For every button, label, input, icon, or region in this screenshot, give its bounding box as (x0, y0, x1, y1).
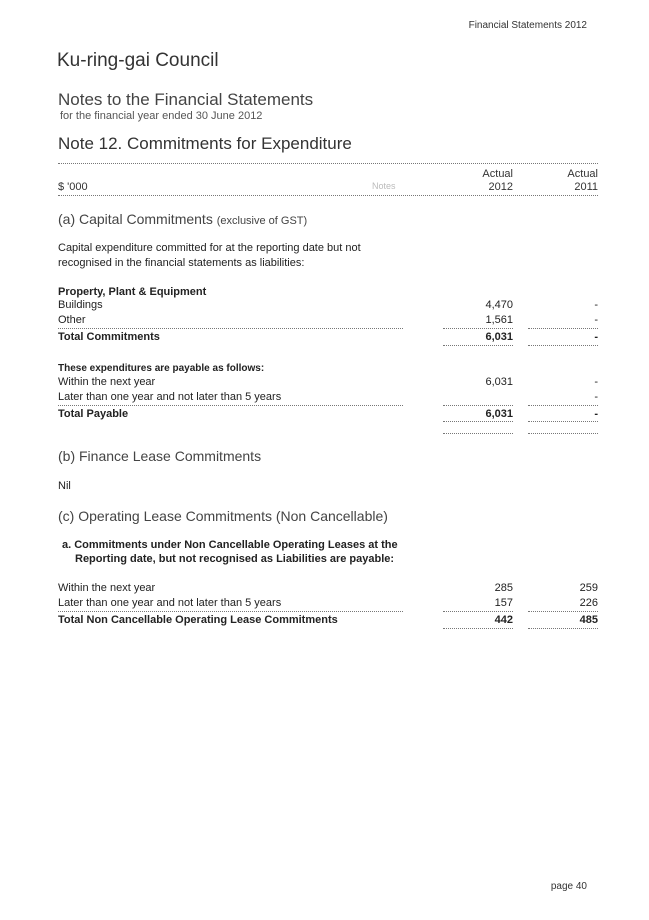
operating-sub-line2: Reporting date, but not recognised as Liabilities are payable: (75, 553, 395, 565)
capital-heading-text: (a) Capital Commitments (58, 211, 213, 227)
row-value-2011: 259 (579, 582, 598, 594)
rule (528, 433, 598, 434)
col-year-2012: 2012 (488, 181, 513, 193)
row-value-2012: 442 (494, 614, 513, 626)
total-row (58, 331, 598, 346)
row-label: Within the next year (58, 582, 156, 594)
rule (528, 611, 598, 612)
rule (443, 628, 513, 629)
document-header: Financial Statements 2012 (468, 20, 587, 31)
capital-para-line1: Capital expenditure committed for at the reporting date but not (58, 242, 361, 254)
rule (443, 433, 513, 434)
capital-heading (58, 211, 307, 227)
row-label: Within the next year (58, 376, 156, 388)
rule (528, 328, 598, 329)
row-label: Total Non Cancellable Operating Lease Commitments (58, 614, 338, 626)
table-row (58, 376, 598, 391)
finance-heading: (b) Finance Lease Commitments (58, 448, 262, 464)
row-label: Total Payable (58, 408, 129, 420)
notes-title: Notes to the Financial Statements (58, 90, 314, 109)
row-value-2012: 1,561 (485, 314, 513, 326)
table-header-rule (58, 195, 598, 196)
page-number: page 40 (550, 881, 587, 892)
row-value-2011: - (594, 299, 598, 311)
row-value-2012: 157 (494, 597, 513, 609)
capital-para-line2: recognised in the financial statements as liabilities: (58, 257, 305, 269)
row-value-2011: 226 (579, 597, 598, 609)
row-label: Other (58, 314, 86, 326)
row-label: Total Commitments (58, 331, 160, 343)
row-label: Later than one year and not later than 5 years (58, 391, 282, 403)
row-value-2012: 4,470 (485, 299, 513, 311)
total-row (58, 614, 598, 629)
row-value-2011: - (594, 331, 598, 343)
rule (58, 611, 403, 612)
row-value-2011: - (594, 391, 598, 403)
total-row (58, 408, 598, 423)
rule (528, 345, 598, 346)
rule (528, 628, 598, 629)
rule (443, 405, 513, 406)
rule (528, 421, 598, 422)
row-value-2011: - (594, 376, 598, 388)
notes-subtitle: for the financial year ended 30 June 2012 (60, 110, 263, 122)
note-heading: Note 12. Commitments for Expenditure (58, 134, 352, 153)
row-value-2012: 285 (494, 582, 513, 594)
table-row (58, 299, 598, 314)
rule (528, 405, 598, 406)
col-actual-2011: Actual (567, 168, 598, 180)
table-row (58, 391, 598, 406)
rule (443, 421, 513, 422)
capital-heading-note: (exclusive of GST) (216, 215, 308, 227)
row-value-2011: 485 (579, 614, 598, 626)
operating-sub-line1: a. Commitments under Non Cancellable Operating Leases at the (62, 539, 398, 551)
rule (443, 345, 513, 346)
rule (58, 405, 403, 406)
row-label: Later than one year and not later than 5 years (58, 597, 282, 609)
table-row (58, 597, 598, 612)
table-top-rule (58, 163, 598, 164)
operating-heading: (c) Operating Lease Commitments (Non Cancellable) (58, 508, 388, 524)
row-value-2011: - (594, 314, 598, 326)
row-value-2012: 6,031 (485, 331, 513, 343)
col-actual-2012: Actual (482, 168, 513, 180)
ppe-section-label: Property, Plant & Equipment (58, 286, 207, 298)
table-row (58, 582, 598, 597)
col-year-2011: 2011 (574, 181, 598, 193)
payable-heading: These expenditures are payable as follows: (58, 363, 265, 374)
col-unit: $ '000 (58, 181, 88, 193)
finance-text: Nil (58, 480, 71, 492)
row-value-2011: - (594, 408, 598, 420)
council-name: Ku-ring-gai Council (57, 50, 219, 71)
col-notes: Notes (372, 181, 396, 191)
rule (58, 328, 403, 329)
row-value-2012: 6,031 (485, 408, 513, 420)
row-value-2012: 6,031 (485, 376, 513, 388)
rule (443, 328, 513, 329)
rule (443, 611, 513, 612)
row-label: Buildings (58, 299, 103, 311)
table-row (58, 314, 598, 329)
